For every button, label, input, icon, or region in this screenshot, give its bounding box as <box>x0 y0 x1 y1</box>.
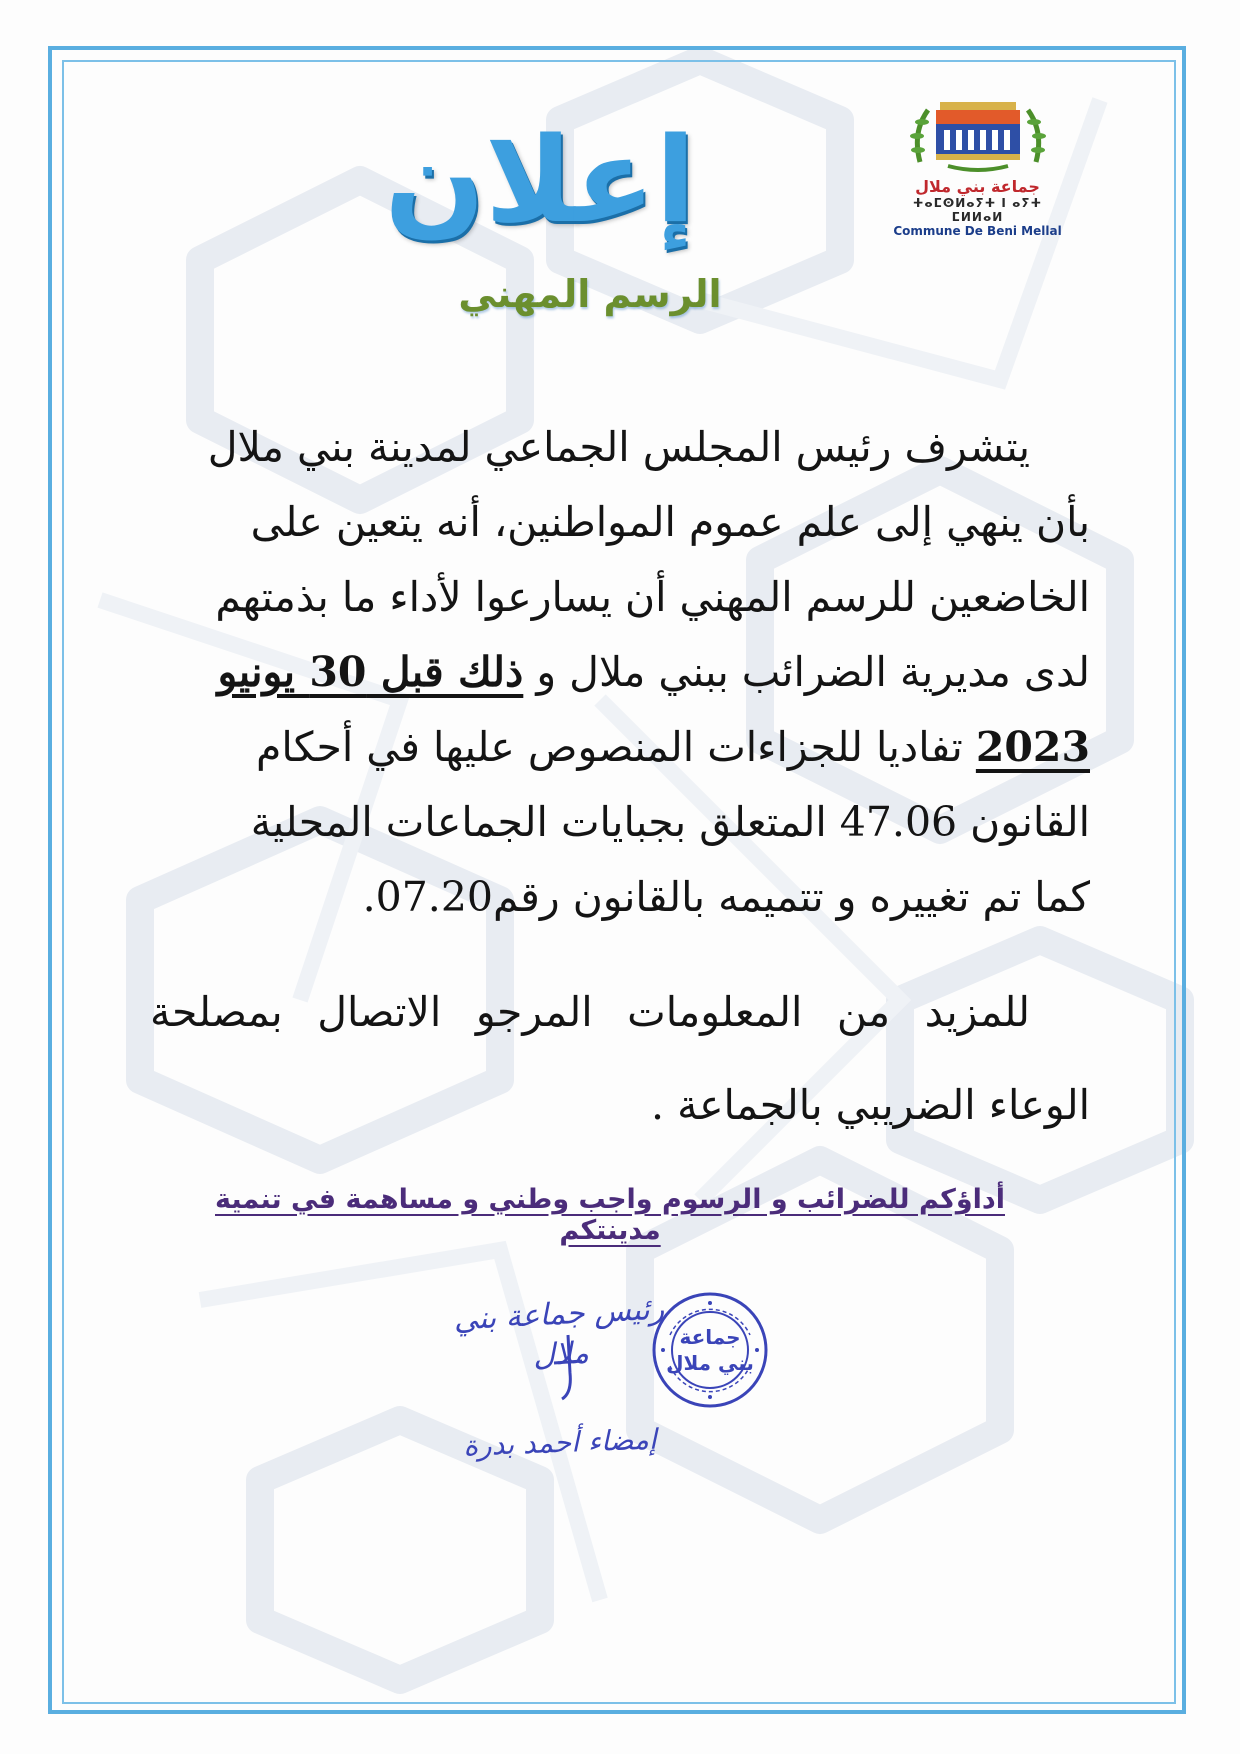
logo-tifinagh-name: ⵜⴰⵎⵙⵍⴰⵢⵜ ⵏ ⴰⵢⵜ ⵎⵍⵍⴰⵍ <box>912 196 1043 224</box>
deadline-date: ذلك قبل 30 يونيو <box>217 648 524 696</box>
body-line: يتشرف رئيس المجلس الجماعي لمدينة بني ملال <box>207 423 1030 471</box>
official-stamp <box>650 1290 770 1410</box>
civic-motto: أداؤكم للضرائب و الرسوم واجب وطني و مساهمة في تنمية مدينتكم <box>215 1184 1005 1246</box>
signature-name: إمضاء أحمد بدرة <box>462 1422 658 1463</box>
logo-arabic-name: جماعة بني ملال <box>915 177 1040 196</box>
body-line: بأن ينهي إلى علم عموم المواطنين، أنه يتعين على <box>250 498 1090 546</box>
announcement-body <box>150 410 1090 1143</box>
page-subtitle: الرسم المهني <box>458 272 722 316</box>
commune-emblem-icon <box>908 92 1048 174</box>
body-line <box>150 635 1090 710</box>
logo-french-name: Commune De Beni Mellal <box>893 224 1062 238</box>
deadline-year: 2023 <box>975 723 1090 771</box>
stamp-line-2: بني ملال <box>666 1351 754 1375</box>
body-line: الخاضعين للرسم المهني أن يسارعوا لأداء ما بذمتهم <box>215 573 1090 621</box>
body-text-segment: تفاديا للجزاءات المنصوص عليها في أحكام <box>255 723 976 771</box>
signature-title: رئيس جماعة بني ملال <box>452 1291 666 1374</box>
signature-mark-icon <box>548 1333 588 1403</box>
page-title: إعلان <box>384 111 696 249</box>
body-line: القانون 47.06 المتعلق بجبايات الجماعات المحلية <box>250 798 1090 846</box>
body-line: للمزيد من المعلومات المرجو الاتصال بمصلحة <box>150 988 1030 1036</box>
stamp-line-1: جماعة <box>679 1325 741 1349</box>
body-text-segment: لدى مديرية الضرائب ببني ملال و <box>523 648 1090 696</box>
body-line: كما تم تغييره و تتميمه بالقانون رقم07.20. <box>362 873 1090 921</box>
body-line: الوعاء الضريبي بالجماعة . <box>651 1081 1090 1129</box>
commune-logo <box>890 92 1065 238</box>
body-line <box>150 710 1090 785</box>
stamp-text <box>650 1324 770 1376</box>
